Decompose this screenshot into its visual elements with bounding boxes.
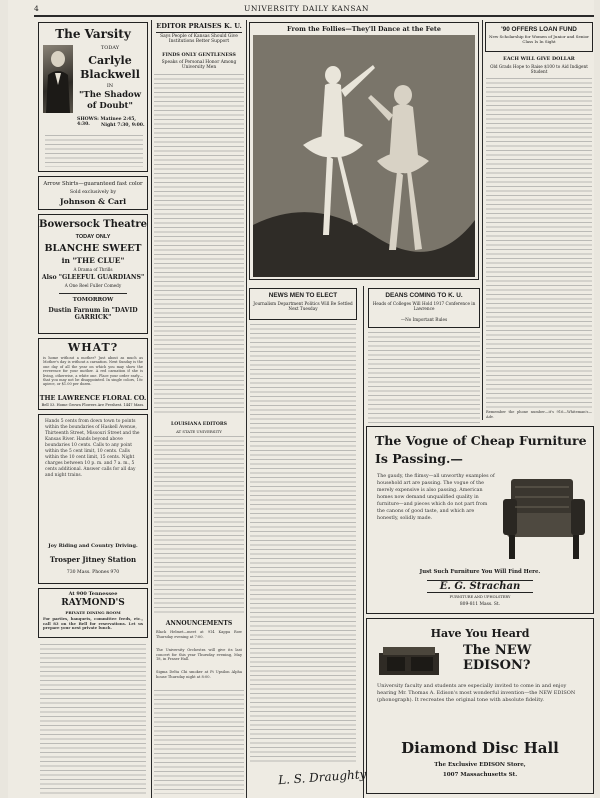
phonograph-illustration: [375, 643, 455, 677]
editor-sub1: Says People of Kansas Should Give Institutions Better Support: [160, 34, 238, 45]
arrow-line1: Arrow Shirts—guaranteed fast color: [43, 181, 143, 187]
bowersock-also: Also "GLEEFUL GUARDIANS": [41, 274, 145, 281]
announcement-1: Black Helmet—meet at 914 Kappa Row Thursday evening at 7:00.: [156, 630, 242, 639]
raymonds-ad: [38, 588, 148, 638]
jitney-tagline: Joy Riding and Country Driving.: [48, 543, 138, 549]
furniture-headline-1: The Vogue of Cheap Furniture: [375, 433, 587, 448]
raymonds-title: RAYMOND'S: [61, 598, 125, 608]
louisiana-head: LOUISIANA EDITORS: [171, 422, 227, 427]
edison-ad: [366, 618, 594, 794]
bowersock-tomorrow: TOMORROW: [72, 297, 114, 303]
varsity-ad: [38, 22, 148, 172]
loan-fund-sub: New Scholarship for Women of Junior and Senior Class Is In Sight: [488, 34, 590, 44]
furniture-store: E. G. Strachan: [427, 580, 533, 593]
edison-headline-2: The NEW EDISON?: [463, 643, 532, 673]
follies-caption: From the Follies—They'll Dance at the Fete: [287, 25, 441, 33]
florist-name: THE LAWRENCE FLORAL CO.: [39, 394, 147, 402]
editor-sub2: FINDS ONLY GENTLENESS: [162, 52, 236, 58]
bowersock-film-sub: A Drama of Thrills: [73, 267, 113, 272]
furniture-store-sub: FURNITURE AND UPHOLSTERY: [449, 595, 511, 599]
actor-figure-icon: [43, 45, 73, 113]
film-title-line2: of Doubt": [87, 101, 133, 111]
loan-fund-head-box: [485, 22, 593, 52]
star-first-name: Carlyle: [88, 54, 132, 67]
raymonds-sub: PRIVATE DINING ROOM: [65, 610, 121, 615]
column-rule: [151, 20, 152, 798]
dancers-illustration-icon: [253, 35, 475, 277]
florist-address: Bell 53. Home Grown Flowers Are Freshest. 1447 Mass.: [41, 403, 145, 407]
announcement-2: The University Orchestra will give its last concert for this year Thursday evening, May 18, in Fraser Hall.: [156, 648, 242, 662]
jitney-body: Hands 5 cents from down town to points within the boundaries of Haskell Avenue, Thirteenth Street, Missouri Street and the Kansas River. Hands beyond above boundaries 10 cents. Calls to any point within the 5 cent limit, 10 cents. Calls within the 10 cent limit, 15 cents. Night charges between 10 p. m. and 7 a. m., 5 cents additional. Answer calls for all day and night trains.: [45, 419, 140, 478]
top-rule: [34, 15, 594, 17]
editor-headline: EDITOR PRAISES K. U.: [156, 22, 242, 30]
news-men-head: NEWS MEN TO ELECT: [268, 292, 338, 299]
louisiana-sub: AT STATE UNIVERSITY: [176, 429, 222, 434]
show-times: SHOWS: Matinee 2:45, 4:30.: [77, 117, 137, 127]
edison-address: 1007 Massachusetts St.: [442, 772, 518, 778]
furniture-body: The gaudy, the flimsy—all unworthy examples of household art are passing. The vogue of the merely expensive is also passing. American homes now demand unqualified quality in furniture—and pieces which do not part from the canons of good taste, and which are honestly, solidly made.: [377, 474, 495, 521]
news-men-text: [250, 324, 356, 764]
bureau-article-text: [40, 644, 146, 794]
louisiana-text: [154, 436, 244, 616]
newspaper-page: [8, 0, 594, 798]
paper-name: UNIVERSITY DAILY KANSAN: [244, 4, 369, 13]
actor-photo: [43, 45, 73, 113]
jitney-ad: [38, 414, 148, 584]
florist-body: is home without a mother? Just about as much as Mother's day is without a carnation. Next Sunday is the one day of all the year on which you may show the reverence for your mother. A red carnation if she is living, otherwise, a white one. Place your order early—that you may not be disappointed. In single colors, 10c apiece, or $1.00 per dozen.: [43, 356, 143, 387]
divider: [156, 32, 242, 33]
column-rule: [363, 286, 364, 798]
edison-headline-1: Have You Heard: [430, 627, 530, 640]
loan-fund-text: [486, 78, 592, 408]
varsity-in: IN: [106, 83, 114, 89]
editor-text: [154, 74, 244, 416]
arrow-shirts-ad: [38, 176, 148, 210]
jitney-phones: 730 Mass. Phones 970: [66, 570, 120, 575]
masthead: [34, 2, 594, 14]
edison-store: Diamond Disc Hall: [401, 739, 559, 757]
varsity-title: The Varsity: [55, 27, 131, 41]
page-number: 4: [34, 4, 39, 13]
announcements-head: ANNOUNCEMENTS: [165, 620, 233, 627]
bowersock-today-only: TODAY ONLY: [75, 234, 111, 240]
arrow-line2: Sold exclusively by: [69, 190, 117, 195]
deans-head-box: [368, 288, 480, 328]
column-rule: [246, 20, 247, 798]
divider: [59, 293, 127, 294]
furniture-address: 809-811 Mass. St.: [459, 602, 501, 607]
armchair-icon: [501, 473, 587, 565]
bowersock-also-sub: A One Reel Fuller Comedy: [64, 283, 122, 288]
dancers-photo: [253, 35, 475, 277]
deans-text: [368, 332, 480, 424]
show-times-night: Night 7:30, 9:00.: [101, 123, 145, 128]
phonograph-icon: [375, 643, 455, 677]
deans-sub2: —No Important Rules: [400, 317, 448, 322]
announcements-more: [154, 690, 244, 794]
deans-head: DEANS COMING TO K. U.: [385, 292, 463, 299]
edison-store-sub: The Exclusive EDISON Store,: [434, 762, 526, 768]
jitney-station: Trosper Jitney Station: [49, 555, 137, 564]
florist-ad: [38, 338, 148, 410]
announcement-3: Sigma Delta Chi smoker at Pi Upsilon Alpha house Thursday night at 8:00.: [156, 670, 242, 679]
signature: L. S. Draughty: [277, 767, 367, 788]
armchair-illustration: [501, 473, 587, 565]
star-last-name: Blackwell: [80, 68, 140, 81]
bowersock-title: Bowersock Theatre: [39, 219, 147, 230]
news-men-head-box: [249, 288, 357, 320]
arrow-store: Johnson & Carl: [59, 197, 127, 206]
column-rule: [482, 20, 483, 420]
raymonds-address: At 900 Tennessee: [68, 591, 118, 597]
bowersock-tomorrow-feature: Dustin Farnum in "DAVID GARRICK": [48, 307, 138, 321]
deans-sub: Heads of Colleges Will Hold 1917 Conference in Lawrence: [372, 301, 476, 311]
film-title-line1: "The Shadow: [78, 90, 142, 100]
news-men-sub: Journalism Department Politics Will Be Settled Next Tuesday: [253, 301, 353, 311]
follies-photo-box: [249, 22, 479, 280]
loan-fund-sub3: Old Grads Hope to Raise $100 to Aid Indigent Student: [490, 64, 588, 74]
edison-body: University faculty and students are especially invited to come in and enjoy hearing Mr. Thomas A. Edison's most wonderful invention—the NEW EDISON (phonograph). It recreates the original tone with absolute fidelity.: [377, 683, 576, 703]
bowersock-star: BLANCHE SWEET: [44, 243, 142, 254]
furniture-ad: [366, 426, 594, 614]
varsity-fine-print: [45, 135, 143, 167]
bowersock-ad: [38, 214, 148, 334]
furniture-headline-2: Is Passing.—: [375, 451, 463, 466]
editor-sub3: Speaks of Personal Honor Among University Men: [161, 60, 237, 71]
loan-fund-head: '90 OFFERS LOAN FUND: [501, 26, 577, 33]
loan-fund-end: Remember the phone number—it's 916—Whiteman's—Adv.: [486, 410, 592, 419]
loan-fund-sub2: EACH WILL GIVE DOLLAR: [503, 56, 575, 62]
varsity-today: TODAY: [100, 45, 120, 51]
raymonds-body: For parties, banquets, committee feeds, etc., call 83 on the Bell for reservations. Let us prepare your next private lunch.: [43, 616, 143, 631]
florist-headline: WHAT?: [67, 341, 119, 354]
furniture-footer: Just Such Furniture You Will Find Here.: [419, 569, 541, 575]
bowersock-film: in "THE CLUE": [61, 256, 125, 265]
